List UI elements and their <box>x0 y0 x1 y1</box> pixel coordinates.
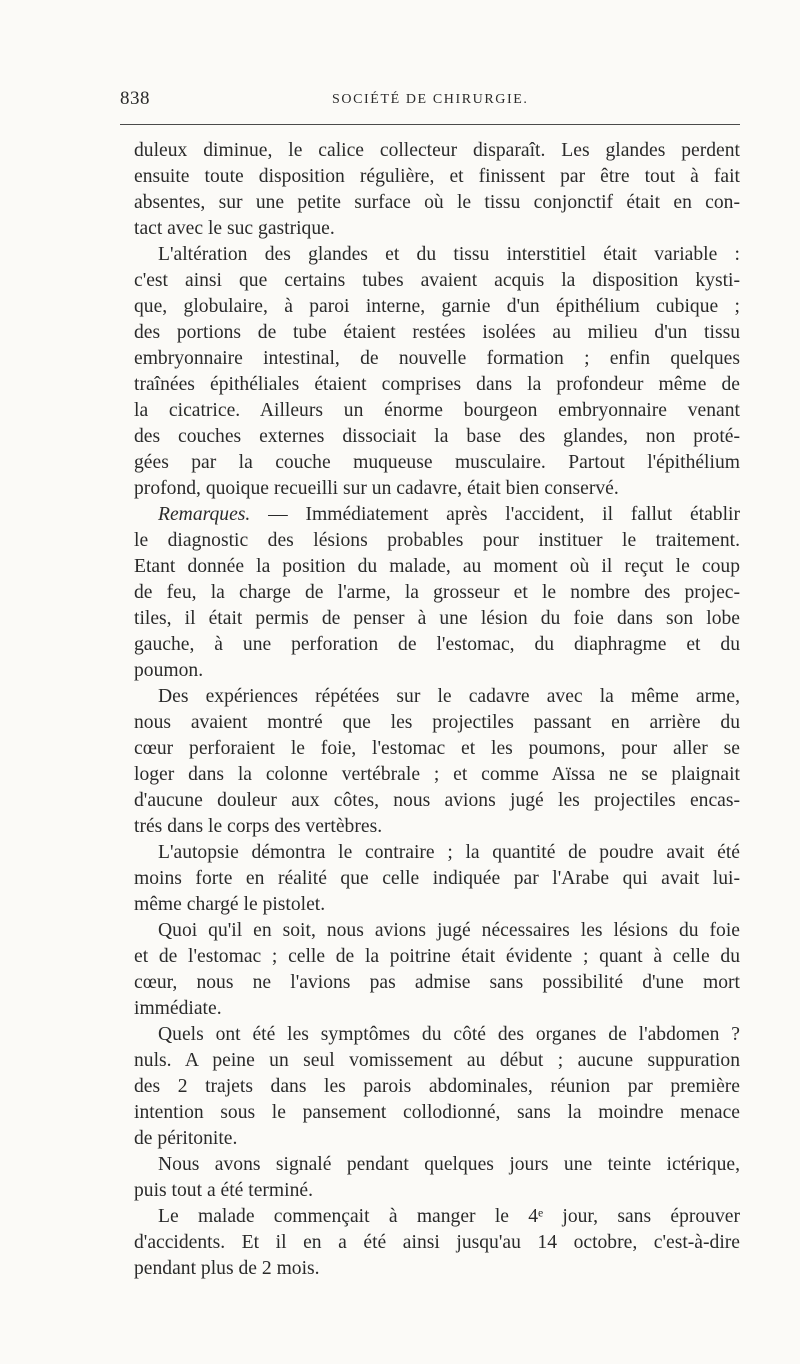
line-text: des couches externes dissociait la base des glandes, non proté- <box>134 426 740 447</box>
line-text: de péritonite. <box>134 1128 238 1149</box>
line-text: Nous avons signalé pendant quelques jours une teinte ictérique, <box>158 1154 740 1175</box>
line-text: puis tout a été terminé. <box>134 1180 314 1201</box>
text-line <box>134 502 740 528</box>
line-text: des portions de tube étaient restées isolées au milieu d'un tissu <box>134 322 740 343</box>
line-text: L'altération des glandes et du tissu interstitiel était variable : <box>158 244 740 265</box>
text-line <box>134 398 740 424</box>
line-text: loger dans la colonne vertébrale ; et comme Aïssa ne se plaignait <box>134 764 740 785</box>
text-line <box>134 788 740 814</box>
text-line <box>134 268 740 294</box>
text-line <box>134 528 740 554</box>
text-line <box>134 632 740 658</box>
line-text: — Immédiatement après l'accident, il fallut établir <box>250 504 740 525</box>
header-rule <box>120 124 740 125</box>
text-line <box>134 450 740 476</box>
line-text: c'est ainsi que certains tubes avaient acquis la disposition kysti- <box>134 270 740 291</box>
italic-heading: Remarques. <box>158 504 251 525</box>
text-line <box>134 684 740 710</box>
line-text: embryonnaire intestinal, de nouvelle formation ; enfin quelques <box>134 348 740 369</box>
line-text: duleux diminue, le calice collecteur disparaît. Les glandes perdent <box>134 140 740 161</box>
text-line <box>134 476 740 502</box>
line-text: intention sous le pansement collodionné, sans la moindre menace <box>134 1102 740 1123</box>
body-text <box>134 138 740 1282</box>
line-text: et de l'estomac ; celle de la poitrine était évidente ; quant à celle du <box>134 946 740 967</box>
line-text: nuls. A peine un seul vomissement au début ; aucune suppuration <box>134 1050 740 1071</box>
text-line <box>134 242 740 268</box>
page-header <box>120 88 740 114</box>
line-text: Etant donnée la position du malade, au moment où il reçut le coup <box>134 556 740 577</box>
text-line <box>134 970 740 996</box>
text-line <box>134 1126 740 1152</box>
text-line <box>134 606 740 632</box>
text-line <box>134 762 740 788</box>
text-line <box>134 1204 740 1230</box>
line-text: poumon. <box>134 660 204 681</box>
line-text: Quoi qu'il en soit, nous avions jugé nécessaires les lésions du foie <box>158 920 740 941</box>
text-line <box>134 996 740 1022</box>
text-line <box>134 580 740 606</box>
line-text: absentes, sur une petite surface où le tissu conjonctif était en con- <box>134 192 740 213</box>
line-text: moins forte en réalité que celle indiquée par l'Arabe qui avait lui- <box>134 868 740 889</box>
text-line <box>134 138 740 164</box>
text-line <box>134 814 740 840</box>
line-text: gauche, à une perforation de l'estomac, du diaphragme et du <box>134 634 740 655</box>
text-line <box>134 710 740 736</box>
text-line <box>134 320 740 346</box>
line-text: ensuite toute disposition régulière, et finissent par être tout à fait <box>134 166 740 187</box>
text-line <box>134 346 740 372</box>
text-line <box>134 736 740 762</box>
line-text: Quels ont été les symptômes du côté des organes de l'abdomen ? <box>158 1024 740 1045</box>
text-line <box>134 658 740 684</box>
text-line <box>134 840 740 866</box>
text-line <box>134 1256 740 1282</box>
line-text: tact avec le suc gastrique. <box>134 218 335 239</box>
line-text: des 2 trajets dans les parois abdominales, réunion par première <box>134 1076 740 1097</box>
text-line <box>134 1100 740 1126</box>
line-text: de feu, la charge de l'arme, la grosseur et le nombre des projec- <box>134 582 740 603</box>
text-line <box>134 190 740 216</box>
text-line <box>134 892 740 918</box>
line-text: immédiate. <box>134 998 222 1019</box>
text-line <box>134 1048 740 1074</box>
text-line <box>134 424 740 450</box>
line-text: cœur, nous ne l'avions pas admise sans possibilité d'une mort <box>134 972 740 993</box>
text-line <box>134 1022 740 1048</box>
line-text: nous avaient montré que les projectiles passant en arrière du <box>134 712 740 733</box>
text-line <box>134 1178 740 1204</box>
line-text: pendant plus de 2 mois. <box>134 1258 320 1279</box>
text-line <box>134 918 740 944</box>
line-text: traînées épithéliales étaient comprises dans la profondeur même de <box>134 374 740 395</box>
text-line <box>134 1152 740 1178</box>
line-text: Le malade commençait à manger le 4ᵉ jour, sans éprouver <box>158 1206 740 1227</box>
line-text: tiles, il était permis de penser à une lésion du foie dans son lobe <box>134 608 740 629</box>
line-text: Des expériences répétées sur le cadavre avec la même arme, <box>158 686 740 707</box>
line-text: que, globulaire, à paroi interne, garnie d'un épithélium cubique ; <box>134 296 740 317</box>
text-line <box>134 294 740 320</box>
line-text: la cicatrice. Ailleurs un énorme bourgeon embryonnaire venant <box>134 400 740 421</box>
text-line <box>134 554 740 580</box>
line-text: d'aucune douleur aux côtes, nous avions jugé les projectiles encas- <box>134 790 740 811</box>
line-text: le diagnostic des lésions probables pour instituer le traitement. <box>134 530 740 551</box>
text-line <box>134 216 740 242</box>
text-line <box>134 944 740 970</box>
text-line <box>134 1074 740 1100</box>
line-text: même chargé le pistolet. <box>134 894 326 915</box>
line-text: gées par la couche muqueuse musculaire. Partout l'épithélium <box>134 452 740 473</box>
line-text: trés dans le corps des vertèbres. <box>134 816 383 837</box>
running-title: SOCIÉTÉ DE CHIRURGIE. <box>332 92 529 107</box>
line-text: profond, quoique recueilli sur un cadavre, était bien conservé. <box>134 478 619 499</box>
text-line <box>134 1230 740 1256</box>
text-line <box>134 164 740 190</box>
text-line <box>134 372 740 398</box>
page-number: 838 <box>120 88 150 109</box>
line-text: L'autopsie démontra le contraire ; la quantité de poudre avait été <box>158 842 740 863</box>
text-line <box>134 866 740 892</box>
line-text: cœur perforaient le foie, l'estomac et les poumons, pour aller se <box>134 738 740 759</box>
line-text: d'accidents. Et il en a été ainsi jusqu'au 14 octobre, c'est-à-dire <box>134 1232 740 1253</box>
